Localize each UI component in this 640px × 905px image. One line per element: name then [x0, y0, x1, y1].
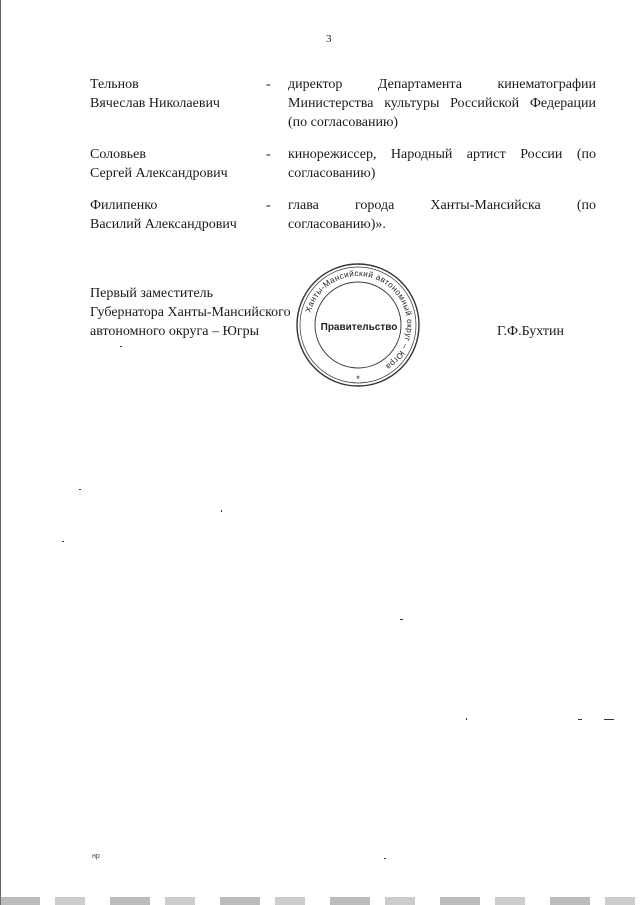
member-name	[90, 145, 270, 183]
scan-speck	[604, 719, 614, 720]
member-given-names: Сергей Александрович	[90, 166, 228, 181]
member-role: глава города Ханты-Мансийска (по согласованию)».	[288, 198, 596, 232]
signatory-title	[90, 284, 320, 341]
scan-speck	[400, 619, 403, 620]
scan-bottom-edge	[0, 897, 640, 905]
member-name	[90, 196, 270, 234]
seal-center-word: Правительство	[320, 322, 398, 333]
seal-star-icon: *	[356, 374, 360, 384]
signatory-title-line: Губернатора Ханты-Мансийского	[90, 305, 291, 320]
signatory-title-line: автономного округа – Югры	[90, 324, 259, 339]
member-surname: Соловьев	[90, 147, 146, 162]
scan-speck	[384, 858, 386, 859]
page-number: 3	[326, 33, 332, 45]
member-role: директор Департамента кинематографии Министерства культуры Российской Федерации (по согласованию)	[288, 77, 596, 130]
member-role: кинорежиссер, Народный артист России (по согласованию)	[288, 147, 596, 181]
member-given-names: Василий Александрович	[90, 217, 237, 232]
scan-speck	[466, 718, 467, 720]
member-dash: -	[266, 198, 271, 213]
page-edge	[0, 0, 1, 905]
member-dash: -	[266, 77, 271, 92]
scan-speck	[79, 489, 81, 490]
scan-speck	[62, 541, 64, 542]
member-given-names: Вячеслав Николаевич	[90, 96, 220, 111]
scan-speck	[221, 510, 222, 512]
member-surname: Филипенко	[90, 198, 158, 213]
member-name	[90, 75, 270, 113]
scan-speck	[578, 719, 582, 720]
member-dash: -	[266, 147, 271, 162]
footer-initials: нр	[92, 853, 100, 860]
member-surname: Тельнов	[90, 77, 139, 92]
seal-ring-text: Ханты-Мансийский автономный округ – Югра	[303, 268, 415, 372]
signer-name: Г.Ф.Бухтин	[497, 324, 565, 339]
scan-speck	[120, 346, 122, 347]
signatory-title-line: Первый заместитель	[90, 286, 214, 301]
